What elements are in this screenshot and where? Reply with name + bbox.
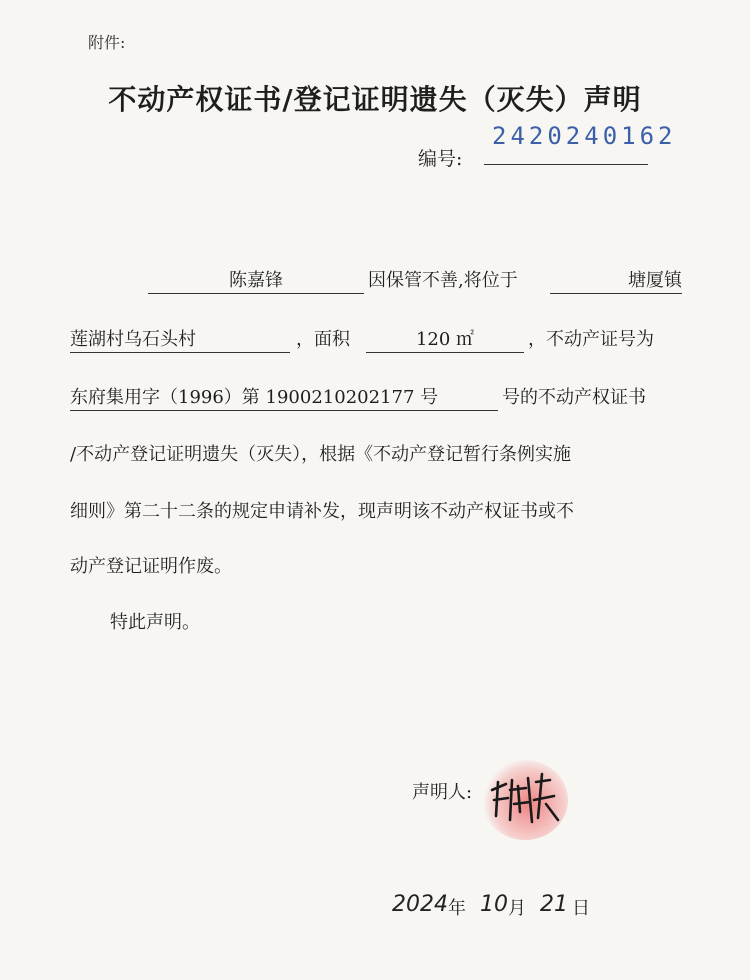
date-day-unit: 日 [572, 898, 590, 919]
village-field: 莲湖村乌石头村 [70, 325, 290, 353]
body-line-4: /不动产登记证明遗失（灭失），根据《不动产登记暂行条例实施 [70, 444, 572, 465]
body-text-1: 因保管不善,将位于 [368, 270, 518, 291]
number-value: 2420240162 [492, 122, 677, 150]
body-line-5: 细则》第二十二条的规定申请补发，现声明该不动产权证书或不 [70, 501, 574, 522]
date-year-unit: 年 [448, 898, 466, 919]
handwritten-signature [484, 760, 574, 850]
body-text-3: ，不动产证号为 [528, 329, 654, 350]
date-day: 21 [540, 892, 568, 917]
signature-label: 声明人: [412, 782, 473, 803]
area-field: 120 ㎡ [366, 325, 524, 353]
document-title: 不动产权证书/登记证明遗失（灭失）声明 [108, 83, 642, 116]
body-line-6: 动产登记证明作废。 [70, 556, 232, 577]
attachment-label: 附件: [88, 33, 126, 52]
date-month: 10 [480, 892, 508, 917]
signing-date [380, 886, 620, 934]
town-field: 塘厦镇 [550, 266, 682, 294]
date-month-unit: 月 [508, 898, 526, 919]
closing-statement: 特此声明。 [110, 612, 200, 633]
body-text-4: 号的不动产权证书 [502, 387, 646, 408]
number-underline [484, 164, 648, 165]
number-label: 编号: [418, 148, 463, 170]
name-field: 陈嘉锋 [148, 266, 364, 294]
cert-number-field: 东府集用字（1996）第 1900210202177 号 [70, 383, 498, 411]
body-text-2: ，面积 [296, 329, 350, 350]
date-year: 2024 [392, 892, 448, 917]
